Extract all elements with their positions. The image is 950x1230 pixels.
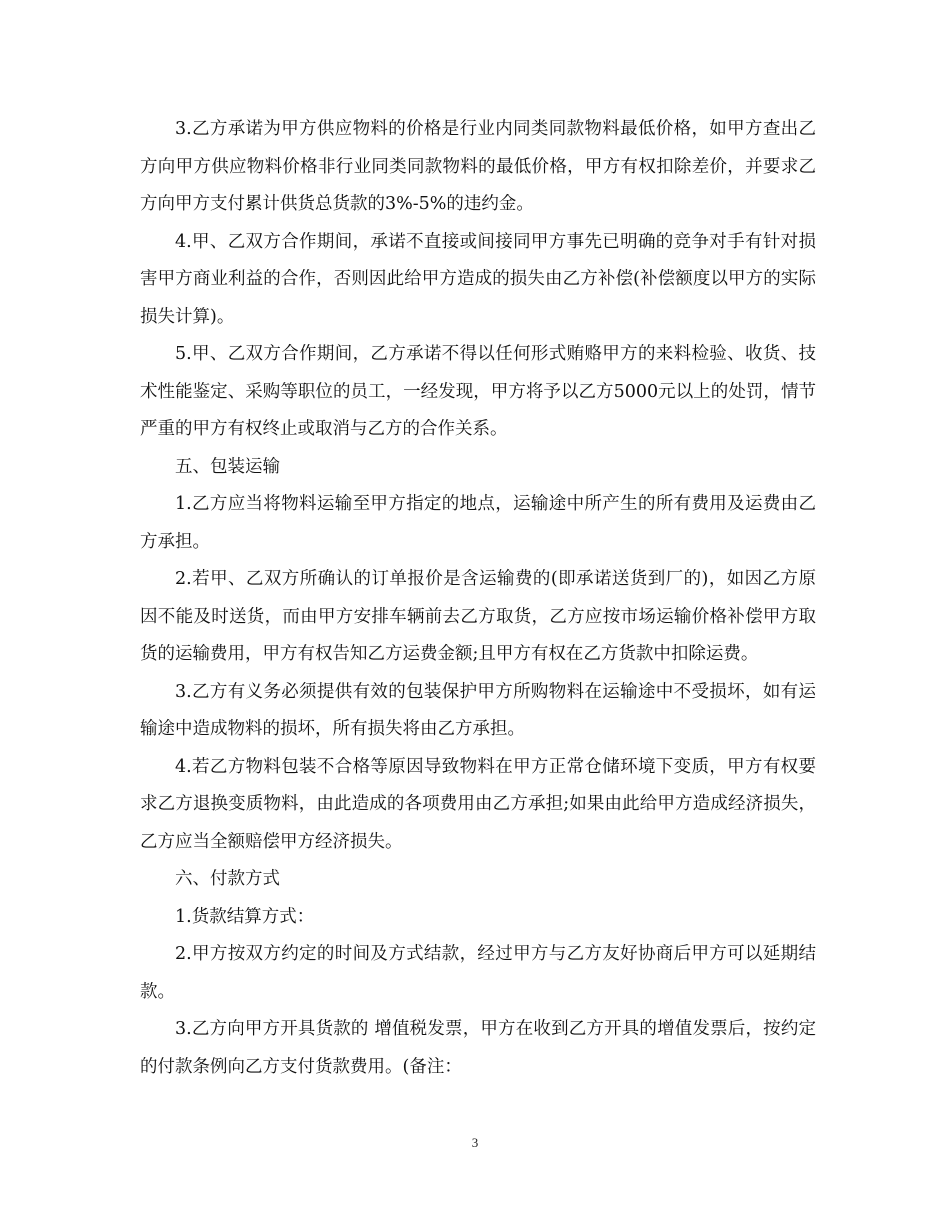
- section-heading: 六、付款方式: [175, 869, 280, 889]
- clause-paragraph: 2.甲方按双方约定的时间及方式结款，经过甲方与乙方友好协商后甲方可以延期结款。: [140, 944, 816, 1002]
- clause-paragraph: 3.乙方承诺为甲方供应物料的价格是行业内同类同款物料最低价格，如甲方查出乙方向甲方供应物料价格非行业同类同款物料的最低价格，甲方有权扣除差价，并要求乙方向甲方支付累计供货总货款的3%-5%的违约金。: [140, 119, 816, 214]
- document-body: [140, 111, 816, 1086]
- page-number: 3: [471, 1135, 479, 1150]
- clause-paragraph: 3.乙方有义务必须提供有效的包装保护甲方所购物料在运输途中不受损坏，如有运输途中造成物料的损坏，所有损失将由乙方承担。: [140, 681, 816, 739]
- clause-paragraph: 4.若乙方物料包装不合格等原因导致物料在甲方正常仓储环境下变质，甲方有权要求乙方退换变质物料，由此造成的各项费用由乙方承担;如果由此给甲方造成经济损失，乙方应当全额赔偿甲方经济损失。: [140, 756, 816, 852]
- section-heading: 五、包装运输: [175, 456, 280, 477]
- clause-paragraph: 3.乙方向甲方开具货款的 增值税发票，甲方在收到乙方开具的增值发票后，按约定的付款条例向乙方支付货款费用。(备注：: [140, 1019, 816, 1077]
- clause-paragraph: 4.甲、乙双方合作期间，承诺不直接或间接同甲方事先已明确的竞争对手有针对损害甲方商业利益的合作，否则因此给甲方造成的损失由乙方补偿(补偿额度以甲方的实际损失计算)。: [140, 231, 816, 327]
- clause-paragraph: 2.若甲、乙双方所确认的订单报价是含运输费的(即承诺送货到厂的)，如因乙方原因不能及时送货，而由甲方安排车辆前去乙方取货，乙方应按市场运输价格补偿甲方取货的运输费用，甲方有权告知乙方运费金额;且甲方有权在乙方货款中扣除运费。: [140, 569, 816, 664]
- clause-paragraph: 5.甲、乙双方合作期间，乙方承诺不得以任何形式贿赂甲方的来料检验、收货、技术性能鉴定、采购等职位的员工，一经发现，甲方将予以乙方5000元以上的处罚，情节严重的甲方有权终止或取消与乙方的合作关系。: [140, 344, 816, 439]
- clause-paragraph: 1.乙方应当将物料运输至甲方指定的地点，运输途中所产生的所有费用及运费由乙方承担。: [140, 494, 816, 552]
- clause-paragraph: 1.货款结算方式：: [175, 906, 315, 927]
